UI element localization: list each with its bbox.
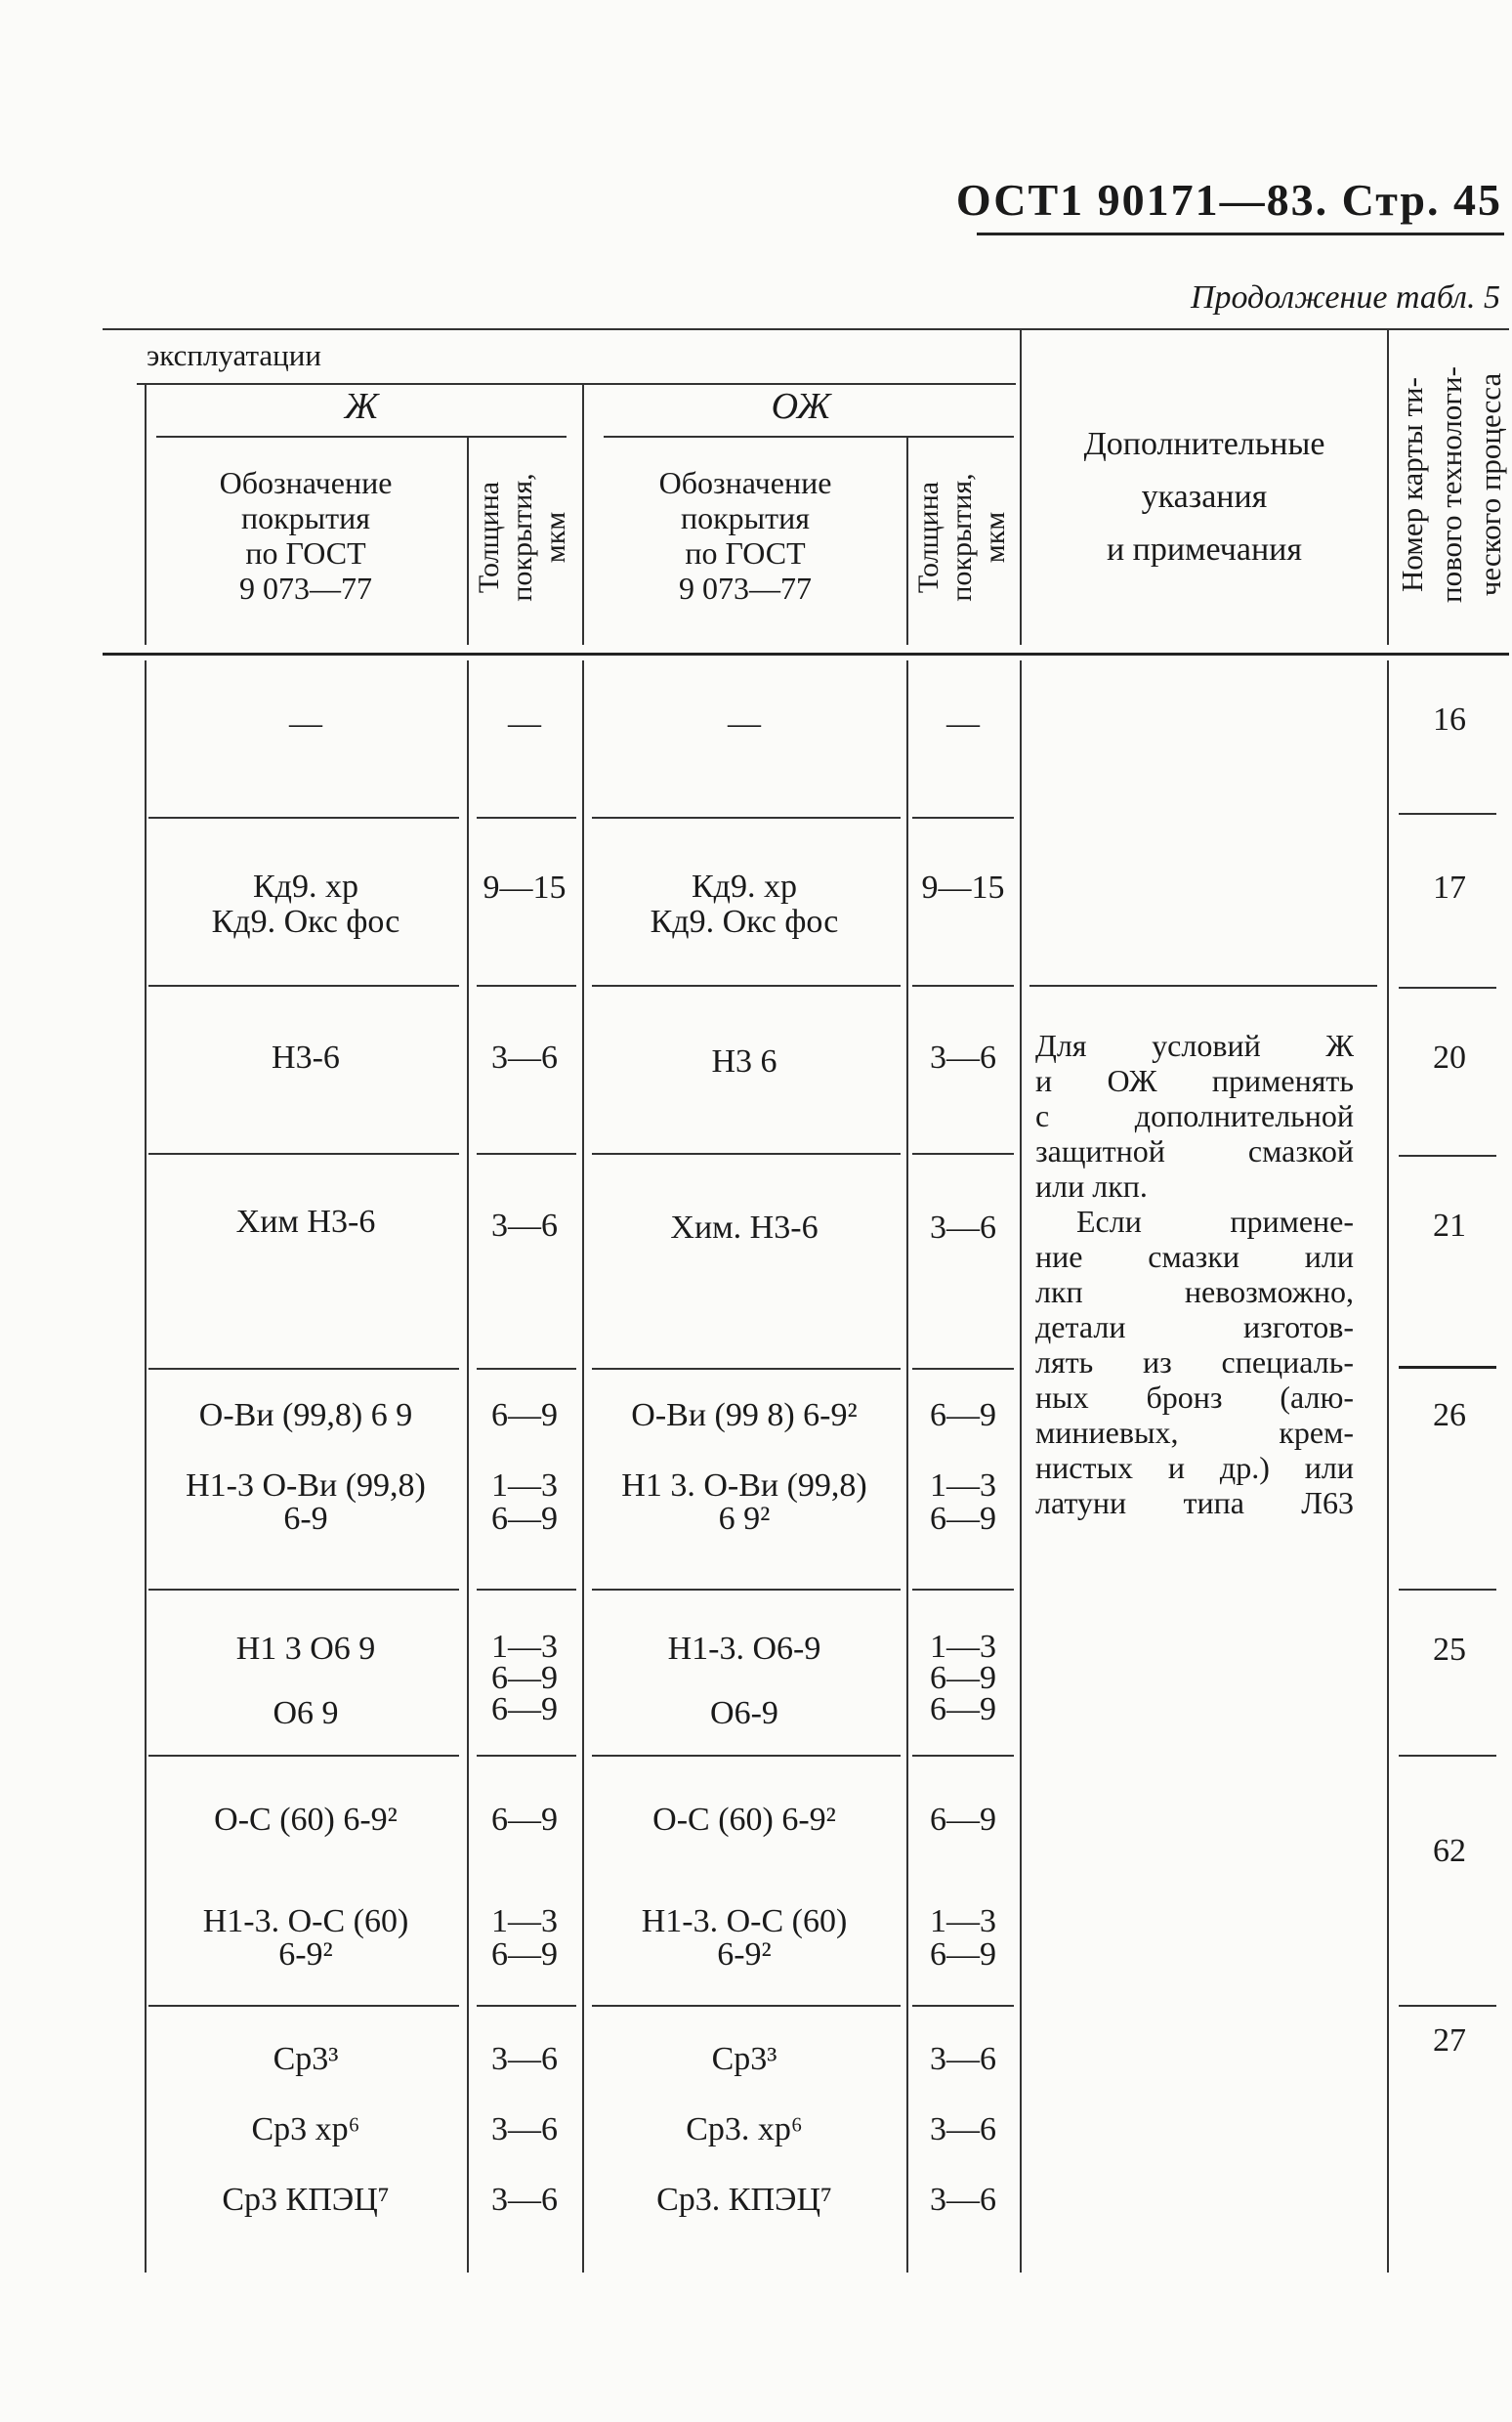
group-label: эксплуатации <box>147 338 321 372</box>
card-number: 27 <box>1433 2022 1466 2059</box>
ozh-thickness-header: Толщина покрытия, мкм <box>912 473 1011 602</box>
zh-thickness-header: Толщина покрытия, мкм <box>473 473 571 602</box>
ozh-designation-header: Обозначение покрытия по ГОСТ 9 073—77 <box>658 465 832 606</box>
card-number: 17 <box>1433 870 1466 906</box>
card-number-header: Номер карты ти- пового технологи- ческого процесса <box>1395 366 1507 603</box>
column-ozh-label: ОЖ <box>771 386 831 427</box>
additional-notes: Для условий Ж и ОЖ применять с дополнительной защитной смазкой или лкп. Если примене- ние смазки или лкп невозможно, детали изготов- лять из специаль- ных бронз (алю- миниевых, крем- нистых и др.) или латуни типа Л63 <box>1035 1028 1354 1520</box>
continuation-label: Продолжение табл. 5 <box>1190 279 1500 316</box>
zh-rule <box>156 436 567 438</box>
notes-header: Дополнительные указания и примечания <box>1083 426 1325 568</box>
ozh-rule <box>604 436 1014 438</box>
card-number: 21 <box>1433 1208 1466 1244</box>
header-bottom-rule <box>103 653 1509 656</box>
top-rule <box>103 328 1509 330</box>
zh-designation-header: Обозначение покрытия по ГОСТ 9 073—77 <box>219 465 393 606</box>
card-number: 26 <box>1433 1397 1466 1433</box>
page-header: ОСТ1 90171—83. Стр. 45 <box>955 175 1502 225</box>
card-number: 62 <box>1433 1833 1466 1869</box>
header-rule <box>977 233 1504 235</box>
card-number: 16 <box>1433 701 1466 738</box>
group-rule <box>137 383 1016 385</box>
column-zh-label: Ж <box>344 386 379 427</box>
card-number: 25 <box>1433 1632 1466 1668</box>
card-number: 20 <box>1433 1040 1466 1076</box>
